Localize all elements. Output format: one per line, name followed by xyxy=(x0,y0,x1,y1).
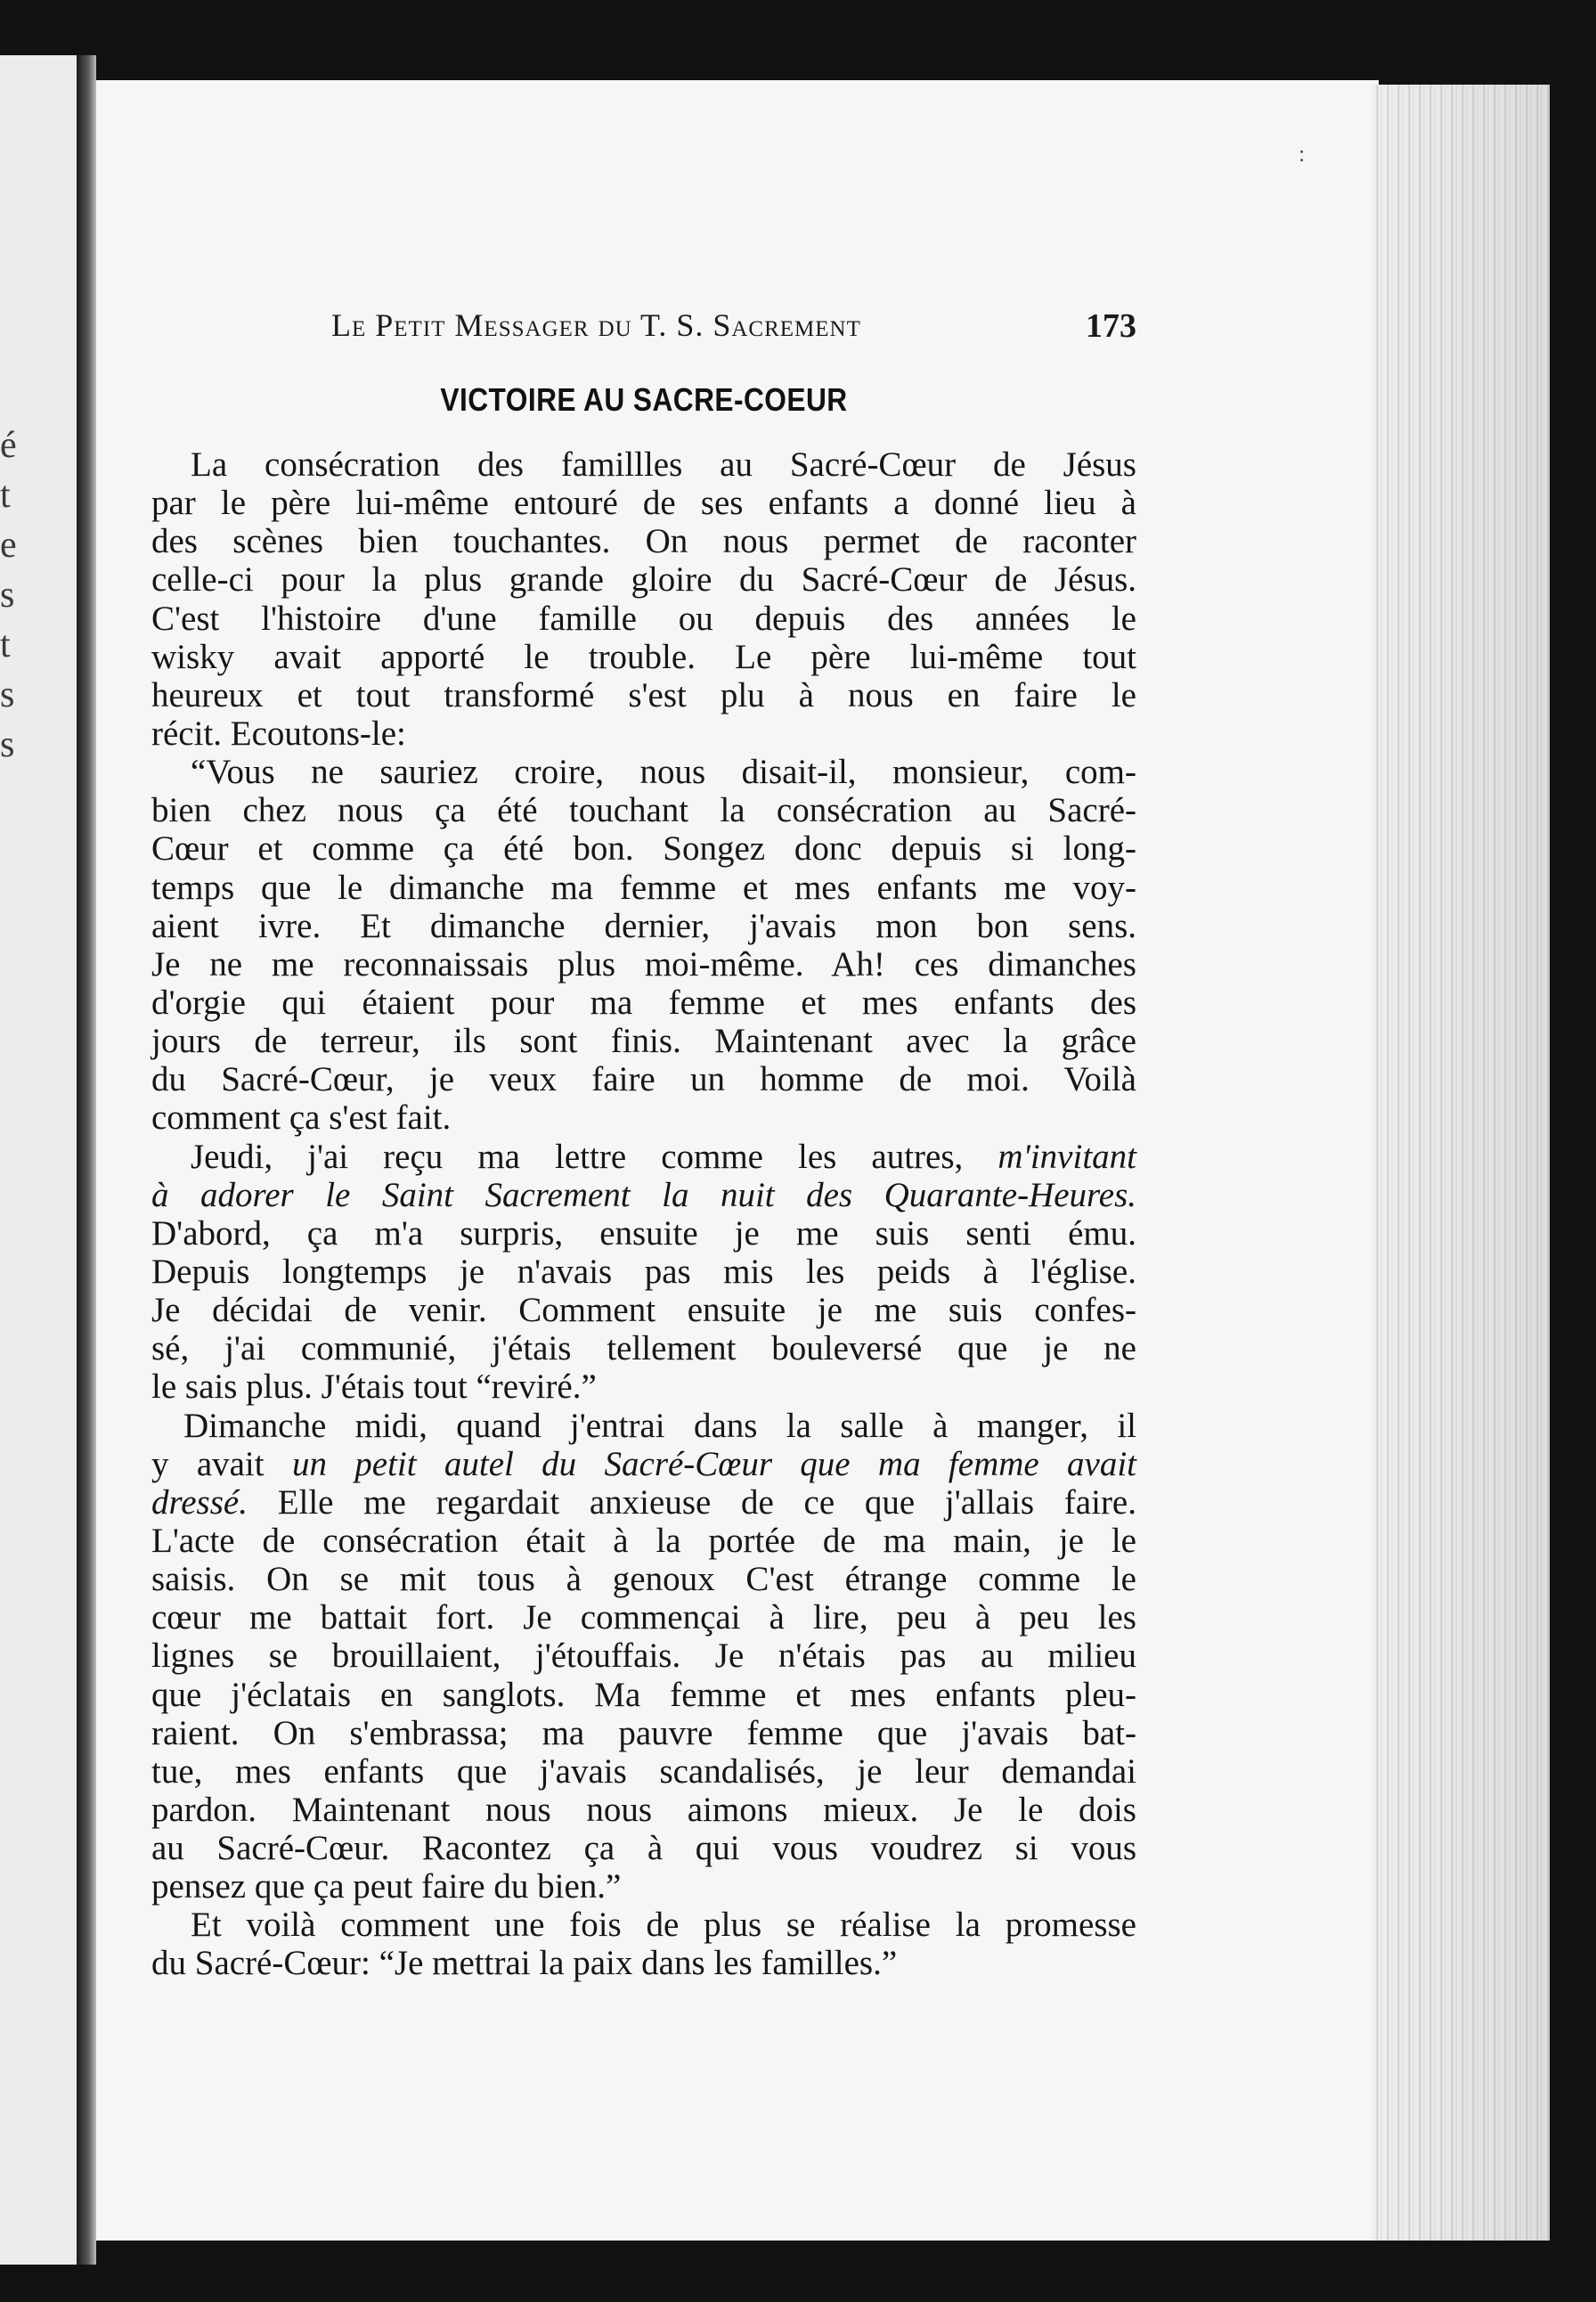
left-page-glyph: e xyxy=(0,525,17,566)
text-line xyxy=(151,676,1136,714)
italic-run: dressé. xyxy=(151,1482,248,1522)
left-page-glyphs xyxy=(0,420,25,770)
text-run: Elle me regardait anxieuse de ce que j'allais faire. xyxy=(247,1482,1136,1522)
text-run: du Sacré-Cœur: “Je mettrai la paix dans les familles.” xyxy=(151,1944,898,1983)
text-line xyxy=(151,1598,1136,1637)
italic-run: m'invitant xyxy=(998,1137,1136,1176)
text-line xyxy=(151,1098,1136,1137)
text-run: y avait xyxy=(151,1444,292,1483)
italic-run: un petit autel du Sacré-Cœur que ma femme avait xyxy=(291,1444,1136,1483)
text-line xyxy=(151,1138,1136,1176)
page-number: 173 xyxy=(1086,307,1136,345)
book-gutter xyxy=(77,55,96,2265)
text-line xyxy=(151,600,1136,638)
text-run: Et voilà comment une fois de plus se réalise la promesse xyxy=(191,1906,1136,1945)
text-line xyxy=(151,1407,1136,1445)
left-page-glyph: t xyxy=(0,624,11,665)
text-line xyxy=(151,1752,1136,1791)
text-run: cœur me battait fort. Je commençai à lire, peu à peu les xyxy=(151,1598,1136,1637)
text-line xyxy=(151,522,1136,560)
text-run: comment ça s'est fait. xyxy=(151,1098,452,1138)
text-line xyxy=(151,1944,1136,1982)
running-title: Le Petit Messager du T. S. Sacrement xyxy=(331,307,861,343)
text-run: “Vous ne sauriez croire, nous disait-il, monsieur, com- xyxy=(191,753,1136,792)
text-line xyxy=(151,638,1136,676)
text-run: bien chez nous ça été touchant la consécration au Sacré- xyxy=(151,791,1136,830)
text-run: La consécration des famillles au Sacré-Cœur de Jésus xyxy=(191,445,1136,484)
left-page-glyph: s xyxy=(0,575,15,616)
text-run: Depuis longtemps je n'avais pas mis les peids à l'église. xyxy=(151,1252,1136,1291)
text-run: temps que le dimanche ma femme et mes enfants me voy- xyxy=(151,868,1136,907)
text-run: aient ivre. Et dimanche dernier, j'avais mon bon sens. xyxy=(151,906,1136,945)
text-line xyxy=(151,560,1136,599)
text-run: par le père lui-même entouré de ses enfants a donné lieu à xyxy=(151,484,1136,523)
text-run: Dimanche midi, quand j'entrai dans la salle à manger, il xyxy=(183,1406,1136,1445)
italic-run: à adorer le Saint Sacrement la nuit des Quarante-Heures. xyxy=(151,1175,1136,1214)
text-line xyxy=(151,1867,1136,1906)
text-line xyxy=(151,1176,1136,1214)
left-page-glyph: s xyxy=(0,724,15,765)
text-run: wisky avait apporté le trouble. Le père lui-même tout xyxy=(151,637,1136,676)
text-line xyxy=(151,1522,1136,1560)
text-line xyxy=(151,945,1136,984)
left-page-fragment xyxy=(0,55,86,2265)
text-line xyxy=(151,1676,1136,1714)
text-run: Cœur et comme ça été bon. Songez donc depuis si long- xyxy=(151,829,1136,869)
text-line xyxy=(151,1906,1136,1944)
text-run: tue, mes enfants que j'avais scandalisés, je leur demandai xyxy=(151,1751,1136,1791)
text-run: lignes se brouillaient, j'étouffais. Je n'étais pas au milieu xyxy=(151,1637,1136,1676)
text-line xyxy=(151,1791,1136,1829)
text-run: Je ne me reconnaissais plus moi-même. Ah! ces dimanches xyxy=(151,944,1136,984)
text-line xyxy=(151,445,1136,484)
text-run: des scènes bien touchantes. On nous permet de raconter xyxy=(151,522,1136,561)
text-line xyxy=(151,791,1136,829)
text-run: du Sacré-Cœur, je veux faire un homme de moi. Voilà xyxy=(151,1060,1136,1099)
speck-mark: : xyxy=(1299,141,1306,167)
text-line xyxy=(151,1367,1136,1406)
text-line xyxy=(151,907,1136,945)
text-run: Jeudi, j'ai reçu ma lettre comme les autres, xyxy=(191,1137,998,1176)
left-page-glyph: t xyxy=(0,475,11,516)
text-run: Je décidai de venir. Comment ensuite je me suis confes- xyxy=(151,1291,1136,1330)
text-run: pensez que ça peut faire du bien.” xyxy=(151,1867,622,1906)
page-edges-shade xyxy=(1372,85,1550,2241)
left-page-glyph: s xyxy=(0,674,15,715)
text-line xyxy=(151,1483,1136,1522)
text-line xyxy=(151,484,1136,522)
text-run: que j'éclatais en sanglots. Ma femme et mes enfants pleu- xyxy=(151,1675,1136,1714)
text-run: récit. Ecoutons-le: xyxy=(151,714,406,753)
text-line xyxy=(151,1214,1136,1253)
text-run: heureux et tout transformé s'est plu à nous en faire le xyxy=(151,675,1136,714)
text-run: celle-ci pour la plus grande gloire du Sacré-Cœur de Jésus. xyxy=(151,560,1136,600)
text-run: L'acte de consécration était à la portée de ma main, je le xyxy=(151,1521,1136,1560)
text-run: raient. On s'embrassa; ma pauvre femme que j'avais bat- xyxy=(151,1713,1136,1752)
running-header xyxy=(331,306,1136,349)
text-line xyxy=(151,753,1136,791)
text-line xyxy=(151,1060,1136,1098)
text-line xyxy=(151,714,1136,753)
article-body xyxy=(151,445,1136,1983)
text-line xyxy=(151,984,1136,1022)
text-run: le sais plus. J'étais tout “reviré.” xyxy=(151,1367,597,1407)
text-run: d'orgie qui étaient pour ma femme et mes enfants des xyxy=(151,983,1136,1022)
text-line xyxy=(151,1329,1136,1367)
text-run: sé, j'ai communié, j'étais tellement bouleversé que je ne xyxy=(151,1329,1136,1368)
text-line xyxy=(151,1022,1136,1060)
text-run: jours de terreur, ils sont finis. Maintenant avec la grâce xyxy=(151,1022,1136,1061)
text-line xyxy=(151,1445,1136,1483)
text-line xyxy=(151,1560,1136,1598)
text-run: D'abord, ça m'a surpris, ensuite je me suis senti ému. xyxy=(151,1213,1136,1253)
text-line xyxy=(151,1637,1136,1675)
text-run: saisis. On se mit tous à genoux C'est étrange comme le xyxy=(151,1560,1136,1599)
text-run: au Sacré-Cœur. Racontez ça à qui vous voudrez si vous xyxy=(151,1829,1136,1868)
text-line xyxy=(151,829,1136,868)
text-run: C'est l'histoire d'une famille ou depuis des années le xyxy=(151,599,1136,638)
text-run: pardon. Maintenant nous nous aimons mieux. Je le dois xyxy=(151,1790,1136,1829)
left-page-glyph: é xyxy=(0,425,17,466)
text-line xyxy=(151,1829,1136,1867)
article-title: VICTOIRE AU SACRE-COEUR xyxy=(440,381,848,418)
text-line xyxy=(151,869,1136,907)
text-line xyxy=(151,1714,1136,1752)
text-line xyxy=(151,1253,1136,1291)
text-line xyxy=(151,1291,1136,1329)
